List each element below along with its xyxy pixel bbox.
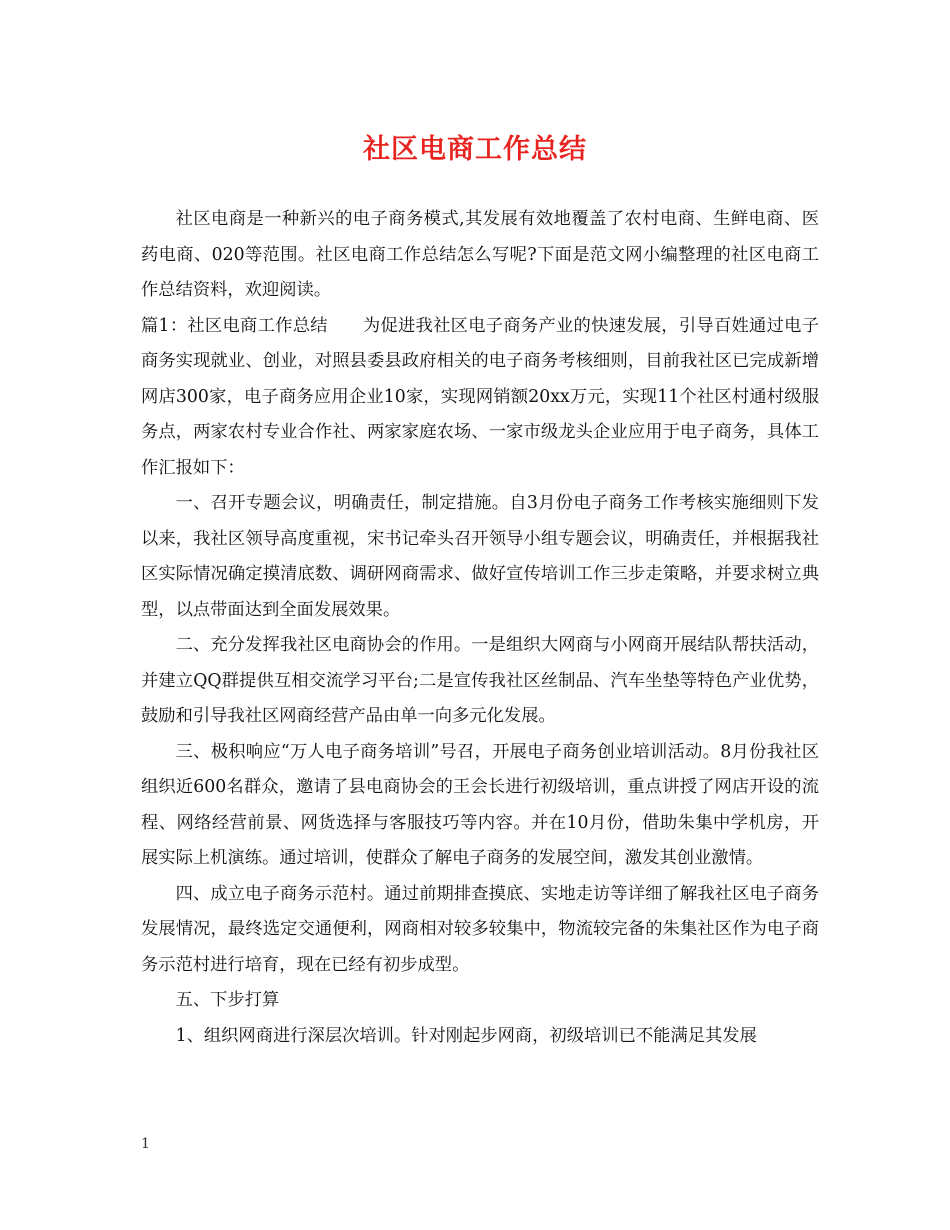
page-number: 1 [141,1136,150,1152]
plan-item-one-paragraph: 1、组织网商进行深层次培训。针对刚起步网商，初级培训已不能满足其发展 [175,1025,757,1046]
document-title: 社区电商工作总结 [363,134,587,165]
intro-paragraph: 社区电商是一种新兴的电子商务模式,其发展有效地覆盖了农村电商、生鲜电商、医药电商、020等范围。社区电商工作总结怎么写呢?下面是范文网小编整理的社区电商工作总结资料，欢迎阅读。 [141,209,819,300]
item-three-paragraph: 三、极积响应“万人电子商务培训”号召，开展电子商务创业培训活动。8月份我社区组织近600名群众，邀请了县电商协会的王会长进行初级培训，重点讲授了网店开设的流程、网络经营前景、网货选择与客服技巧等内容。并在10月份，借助朱集中学机房，开展实际上机演练。通过培训，使群众了解电子商务的发展空间，激发其创业激情。 [141,741,819,868]
item-four-paragraph: 四、成立电子商务示范村。通过前期排查摸底、实地走访等详细了解我社区电子商务发展情况，最终选定交通便利，网商相对较多较集中，物流较完备的朱集社区作为电子商务示范村进行培育，现在已经有初步成型。 [141,883,819,975]
section-heading-paragraph: 篇1：社区电商工作总结 为促进我社区电子商务产业的快速发展，引导百姓通过电子商务实现就业、创业，对照县委县政府相关的电子商务考核细则，目前我社区已完成新增网店300家，电子商务应用企业10家，实现网销额20xx万元，实现11个社区村通村级服务点，两家农村专业合作社、两家家庭农场、一家市级龙头企业应用于电子商务，具体工作汇报如下： [141,315,819,478]
item-two-paragraph: 二、充分发挥我社区电商协会的作用。一是组织大网商与小网商开展结队帮扶活动，并建立QQ群提供互相交流学习平台;二是宣传我社区丝制品、汽车坐垫等特色产业优势，鼓励和引导我社区网商经营产品由单一向多元化发展。 [141,635,819,726]
item-one-paragraph: 一、召开专题会议，明确责任，制定措施。自3月份电子商务工作考核实施细则下发以来，我社区领导高度重视，宋书记牵头召开领导小组专题会议，明确责任，并根据我社区实际情况确定摸清底数、调研网商需求、做好宣传培训工作三步走策略，并要求树立典型，以点带面达到全面发展效果。 [141,493,819,620]
document-body [141,202,819,1054]
item-five-heading: 五、下步打算 [175,990,280,1010]
